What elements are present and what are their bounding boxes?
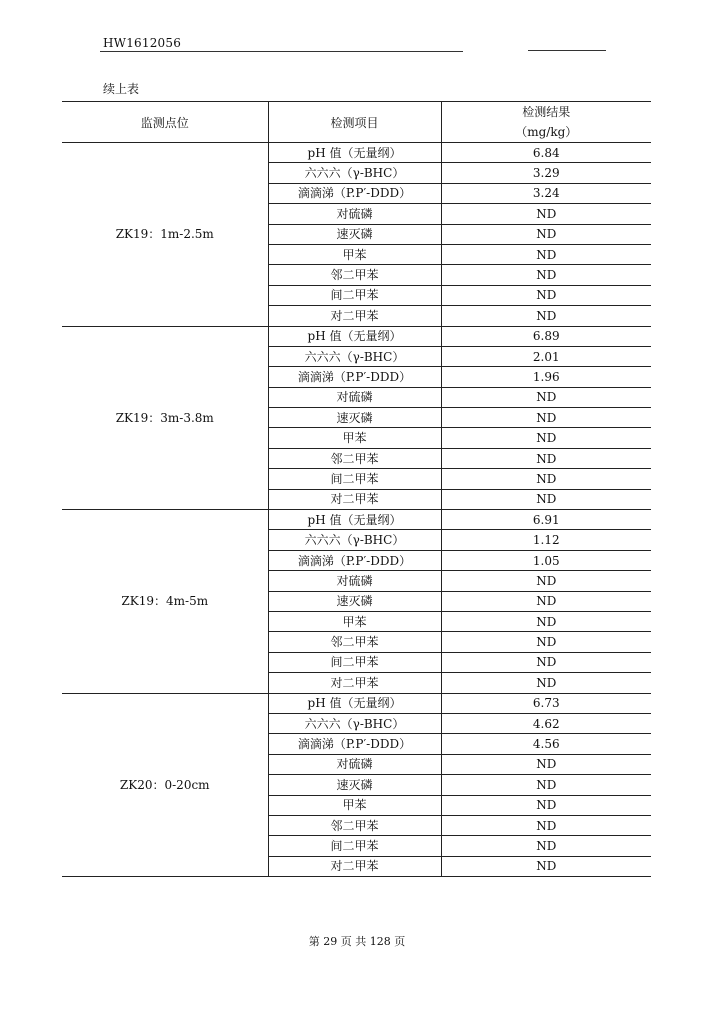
- table-row: [62, 510, 651, 530]
- item-cell: 邻二甲苯: [268, 265, 441, 285]
- item-cell: 对硫磷: [268, 754, 441, 774]
- result-cell: ND: [441, 224, 651, 244]
- result-cell: 4.56: [441, 734, 651, 754]
- result-cell: ND: [441, 632, 651, 652]
- table-row: [62, 693, 651, 713]
- result-cell: ND: [441, 265, 651, 285]
- result-cell: ND: [441, 571, 651, 591]
- item-cell: 对硫磷: [268, 204, 441, 224]
- column-header-site: 监测点位: [62, 102, 268, 143]
- result-cell: ND: [441, 285, 651, 305]
- result-cell: 3.29: [441, 163, 651, 183]
- result-cell: ND: [441, 387, 651, 407]
- item-cell: 滴滴涕（P.P′-DDD）: [268, 183, 441, 203]
- result-cell: ND: [441, 754, 651, 774]
- item-cell: 甲苯: [268, 795, 441, 815]
- result-cell: 2.01: [441, 346, 651, 366]
- item-cell: pH 值（无量纲）: [268, 326, 441, 346]
- item-cell: 间二甲苯: [268, 836, 441, 856]
- result-cell: ND: [441, 591, 651, 611]
- item-cell: 间二甲苯: [268, 652, 441, 672]
- column-header-result-unit: （mg/kg）: [515, 125, 578, 139]
- result-cell: ND: [441, 795, 651, 815]
- result-cell: ND: [441, 856, 651, 876]
- site-group: [62, 143, 651, 327]
- item-cell: 对硫磷: [268, 571, 441, 591]
- site-cell: ZK20：0-20cm: [62, 693, 268, 877]
- result-cell: 6.73: [441, 693, 651, 713]
- item-cell: 甲苯: [268, 611, 441, 631]
- result-cell: 1.12: [441, 530, 651, 550]
- table-header-row: [62, 102, 651, 143]
- result-cell: ND: [441, 306, 651, 326]
- item-cell: 对二甲苯: [268, 489, 441, 509]
- result-cell: ND: [441, 448, 651, 468]
- site-group: [62, 326, 651, 510]
- item-cell: 间二甲苯: [268, 469, 441, 489]
- table-row: [62, 143, 651, 163]
- result-cell: ND: [441, 408, 651, 428]
- result-cell: 6.91: [441, 510, 651, 530]
- item-cell: pH 值（无量纲）: [268, 510, 441, 530]
- site-group: [62, 693, 651, 877]
- item-cell: 邻二甲苯: [268, 815, 441, 835]
- item-cell: 六六六（γ-BHC）: [268, 163, 441, 183]
- item-cell: 间二甲苯: [268, 285, 441, 305]
- item-cell: 速灭磷: [268, 775, 441, 795]
- site-cell: ZK19：3m-3.8m: [62, 326, 268, 510]
- item-cell: 对二甲苯: [268, 673, 441, 693]
- result-cell: 6.84: [441, 143, 651, 163]
- item-cell: 滴滴涕（P.P′-DDD）: [268, 550, 441, 570]
- item-cell: 甲苯: [268, 244, 441, 264]
- result-cell: ND: [441, 244, 651, 264]
- result-cell: ND: [441, 673, 651, 693]
- result-cell: 3.24: [441, 183, 651, 203]
- item-cell: 六六六（γ-BHC）: [268, 713, 441, 733]
- column-header-result-title: 检测结果: [522, 105, 571, 119]
- result-cell: 4.62: [441, 713, 651, 733]
- header-rule-left: [100, 51, 463, 52]
- item-cell: 对二甲苯: [268, 856, 441, 876]
- item-cell: pH 值（无量纲）: [268, 693, 441, 713]
- results-table: [62, 101, 651, 877]
- item-cell: 六六六（γ-BHC）: [268, 346, 441, 366]
- item-cell: 滴滴涕（P.P′-DDD）: [268, 734, 441, 754]
- result-cell: ND: [441, 652, 651, 672]
- column-header-item: 检测项目: [268, 102, 441, 143]
- item-cell: pH 值（无量纲）: [268, 143, 441, 163]
- item-cell: 甲苯: [268, 428, 441, 448]
- item-cell: 速灭磷: [268, 408, 441, 428]
- result-cell: 1.05: [441, 550, 651, 570]
- site-cell: ZK19：4m-5m: [62, 510, 268, 694]
- result-cell: ND: [441, 775, 651, 795]
- item-cell: 邻二甲苯: [268, 632, 441, 652]
- table-row: [62, 326, 651, 346]
- result-cell: 6.89: [441, 326, 651, 346]
- site-cell: ZK19：1m-2.5m: [62, 143, 268, 327]
- column-header-result: [441, 102, 651, 143]
- item-cell: 对二甲苯: [268, 306, 441, 326]
- item-cell: 邻二甲苯: [268, 448, 441, 468]
- item-cell: 速灭磷: [268, 591, 441, 611]
- result-cell: ND: [441, 836, 651, 856]
- result-cell: ND: [441, 204, 651, 224]
- header-rule-right: [528, 50, 606, 51]
- result-cell: ND: [441, 428, 651, 448]
- result-cell: ND: [441, 815, 651, 835]
- item-cell: 滴滴涕（P.P′-DDD）: [268, 367, 441, 387]
- result-cell: 1.96: [441, 367, 651, 387]
- item-cell: 对硫磷: [268, 387, 441, 407]
- result-cell: ND: [441, 489, 651, 509]
- page-number-footer: 第 29 页 共 128 页: [308, 935, 406, 948]
- item-cell: 六六六（γ-BHC）: [268, 530, 441, 550]
- report-header-id: HW1612056: [103, 36, 182, 50]
- continued-label: 续上表: [103, 82, 140, 96]
- item-cell: 速灭磷: [268, 224, 441, 244]
- result-cell: ND: [441, 611, 651, 631]
- site-group: [62, 510, 651, 694]
- result-cell: ND: [441, 469, 651, 489]
